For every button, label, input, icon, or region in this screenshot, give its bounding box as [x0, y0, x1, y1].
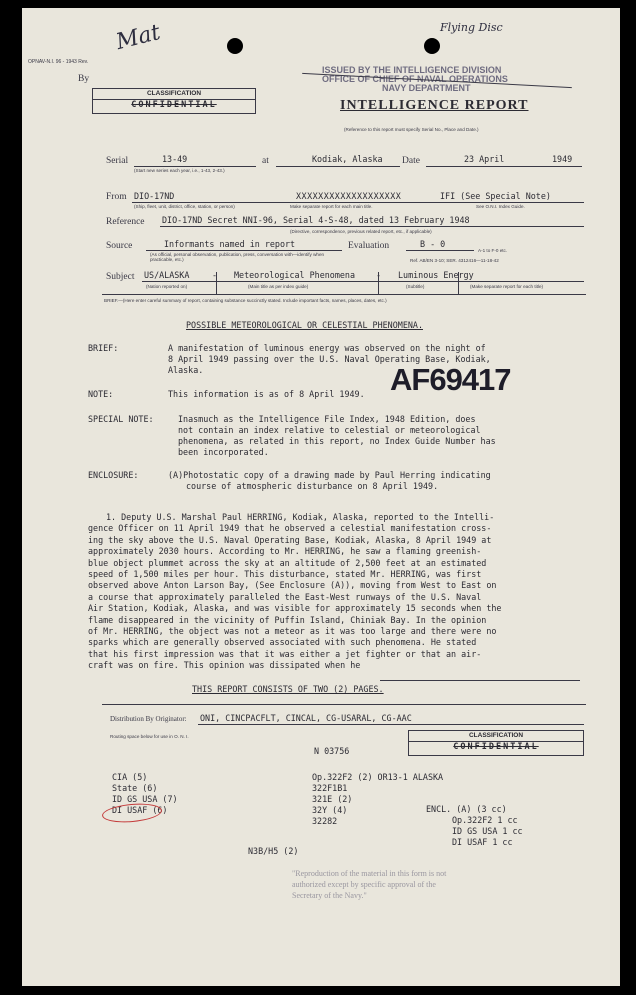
nation-note: (Nation reported on): [146, 284, 188, 289]
classification-box-bottom: CLASSIFICATION CONFIDENTIAL: [408, 730, 584, 756]
special-note-text: Inasmuch as the Intelligence File Index, 1948 Edition, does not contain an index relative to celestial or meteorological phenomena, as related in this report, no Index Guide Number has been incorporated.: [178, 414, 496, 457]
punch-hole: [424, 38, 440, 54]
classification-box-top: [92, 88, 256, 114]
distribution-label: Distribution By Originator:: [110, 715, 187, 723]
brief-text: A manifestation of luminous energy was observed on the night of 8 April 1949 passing over the U.S. Naval Operating Base, Kodiak, Alaska.: [168, 343, 491, 375]
subject-main: Meteorological Phenomena: [234, 270, 356, 280]
distribution-list-mid: Op.322F2 (2) OR13-1 ALASKA 322F1B1 321E (2) 32Y (4) 32282: [312, 772, 444, 826]
from-struck: XXXXXXXXXXXXXXXXXXX: [296, 191, 402, 201]
reference-value: DIO-17ND Secret NNI-96, Serial 4-S-48, dated 13 February 1948: [162, 215, 470, 225]
subtitle-note: (Subtitle): [406, 284, 425, 289]
index-value: IFI (See Special Note): [440, 191, 551, 201]
enclosure-header: ENCL. (A) (3 cc): [426, 804, 507, 814]
serial-value: 13-49: [162, 154, 188, 164]
routing-note: Routing space below for use in O. N. I.: [110, 734, 189, 739]
source-note: (As official, personal observation, publication, press, conversation with—identify when practicable, etc.): [150, 252, 325, 262]
distribution-value: ONI, CINCPACFLT, CINCAL, CG-USARAL, CG-AAC: [200, 713, 412, 723]
reference-label: Reference: [106, 217, 145, 227]
footer-code: N3B/H5 (2): [248, 846, 299, 856]
year-value: 1949: [552, 154, 573, 164]
distribution-list-left: CIA (5) State (6) ID GS USA (7) DI USAF (6): [112, 772, 178, 815]
punch-hole: [227, 38, 243, 54]
serial-note: (Start new series each year, i.e., 1-43, 2-43.): [134, 168, 225, 173]
reference-note: (Reference to this report must specify Serial No., Place and Date.): [344, 127, 479, 132]
source-value: Informants named in report: [164, 239, 296, 249]
note-text: This information is as of 8 April 1949.: [168, 389, 365, 399]
from-value: DIO-17ND: [134, 191, 175, 201]
report-title: INTELLIGENCE REPORT: [340, 98, 529, 113]
handwritten-annotation: Mat: [113, 19, 163, 56]
file-stamp-number: AF69417: [390, 362, 511, 397]
place-value: Kodiak, Alaska: [312, 154, 383, 164]
special-note-label: SPECIAL NOTE:: [88, 414, 154, 424]
brief-instruction: BRIEF.—(Here enter careful summary of report, containing substance succinctly stated. Include important facts, names, places, dates, etc.): [104, 298, 387, 303]
reference-note-field: (Directive, correspondence, previous related report, etc., if applicable): [290, 229, 432, 234]
subject-label: Subject: [106, 272, 135, 282]
enclosure-list: Op.322F2 1 cc ID GS USA 1 cc DI USAF 1 cc: [452, 815, 523, 847]
issued-by-stamp: ISSUED BY THE INTELLIGENCE DIVISION OFFICE OF CHIEF OF NAVAL OPERATIONS NAVY DEPARTMENT: [322, 65, 508, 93]
report-heading: POSSIBLE METEOROLOGICAL OR CELESTIAL PHENOMENA.: [186, 320, 423, 330]
ref-code: Ref. AB/EN 3-10; SER. 4312416—11-18-42: [410, 258, 499, 263]
by-label: By: [78, 74, 90, 84]
subject-nation: US/ALASKA: [144, 270, 190, 280]
report-page: OPNAV-N.I. 96 - 1943 Rev. Mat Flying Disc By CLASSIFICATION CONFIDENTIAL ISSUED BY THE INTELLIGENCE DIVISION OFFICE OF CHIEF OF NAVAL OPERATIONS NAVY DEPARTMENT INTELLIGENCE REPORT (Reference to this report must specify Serial No., Place and Date.) Serial 13-49 (Start new series each year, i.e., 1-43, 2-43.) at Kodiak, Alaska Date 23 April 1949 From DIO-17ND XXXXXXXXXXXXXXXXXXX IFI (See Special Note) (Ship, fleet, unit, district, office, station, or person) Make separate report for each main title. See O.N.I. Index Guide. Reference DIO-17ND Secret NNI-96, Serial 4-S-48, dated 13 February 1948 (Directive, correspondence, previous related report, etc., if applicable) Source Informants named in report (As official, personal observation, publication, press, conversation with—identify when practicable, etc.) Evaluation B - 0 A-1 to F-0 etc. Ref. AB/EN 3-10; SER. 4312416—11-18-42 Subject US/ALASKA - Meteorological Phenomena - Luminous Energy (Nation reported on) (Main title as per index guide) (Subtitle) (Make separate report for each title) BRIEF.—(Here enter careful summary of report, containing substance succinctly stated. Include important facts, names, places, dates, etc.) POSSIBLE METEOROLOGICAL OR CELESTIAL PHENOMENA. BRIEF: A manifestation of luminous energy was observed on the night of 8 April 1949 passing over the U.S. Naval Operating Base, Kodiak, Alaska. NOTE: This information is as of 8 April 1949. AF69417 SPECIAL NOTE: Inasmuch as the Intelligence File Index, 1948 Edition, does not contain an index relative to celestial or meteorological phenomena, as related in this report, no Index Guide Number has been incorporated. ENCLOSURE: (A)Photostatic copy of a drawing made by Paul Herring indicating course of atmospheric disturbance on 8 April 1949. 1. Deputy U.S. Marshal Paul HERRING, Kodiak, Alaska, reported to the Intelli- gence Officer on 11 April 1949 that he observed a celestial manifestation cross- ing the sky above the U.S. Naval Operating Base, Kodiak, Alaska, 8 April 1949 at approximately 2030 hours. According to Mr. HERRING, he saw a flaming greenish- blue object plummet across the sky at an altitude of 2,500 feet at an estimated speed of 1,500 miles per hour. This disturbance, stated Mr. HERRING, was first observed above Anton Larson Bay, (See Enclosure (A)), moving from West to East on a course that approximately paralleled the East-West runways of the U.S. Naval Air Station, Kodiak, Alaska, and was visible for approximately 15 seconds when the flame disappeared in the vicinity of Puffin Island, Chiniak Bay. In the opinion of Mr. HERRING, the object was not a meteor as it was too large and there were no sparks which are generally observed associated with such phenomena. He stated that his first impression was that it was either a jet fighter or that an air- craft was on fire. This opinion was dissipated when he THIS REPORT CONSISTS OF TWO (2) PAGES. Distribution By Originator: ONI, CINCPACFLT, CINCAL, CG-USARAL, CG-AAC Routing space below for use in O. N. I. CLASSIFICATION CONFIDENTIAL N 03756 CIA (5) State (6) ID GS USA (7) DI USAF (6) Op.322F2 (2) OR13-1 ALASKA 322F1B1 321E (2) 32Y (4) 32282 ENCL. (A) (3 cc) Op.322F2 1 cc ID GS USA 1 cc DI USAF 1 cc N3B/H5 (2) "Reproduction of the material in this form is not authorized except by specific approval of the Secretary of the Navy.": [22, 8, 620, 986]
subject-sub: Luminous Energy: [398, 270, 474, 280]
red-circle-mark: [101, 801, 162, 824]
routing-number: N 03756: [314, 746, 350, 756]
evaluation-value: B - 0: [420, 239, 446, 249]
serial-label: Serial: [106, 156, 129, 166]
reproduction-note: "Reproduction of the material in this form is not authorized except by specific approval of the Secretary of the Navy.": [292, 869, 447, 900]
source-label: Source: [106, 241, 133, 251]
from-label: From: [106, 192, 127, 202]
evaluation-label: Evaluation: [348, 241, 390, 251]
classification-value: CONFIDENTIAL: [131, 100, 217, 110]
at-label: at: [262, 156, 269, 166]
evaluation-note: A-1 to F-0 etc.: [478, 248, 508, 253]
from-note: (Ship, fleet, unit, district, office, station, or person): [134, 204, 235, 209]
enclosure-label: ENCLOSURE:: [88, 470, 139, 480]
form-number: OPNAV-N.I. 96 - 1943 Rev.: [28, 59, 89, 65]
brief-label: BRIEF:: [88, 343, 119, 353]
from-note-3: See O.N.I. Index Guide.: [476, 204, 525, 209]
enclosure-text: (A)Photostatic copy of a drawing made by Paul Herring indicating course of atmospheric disturbance on 8 April 1949.: [168, 470, 491, 491]
subtitle-note-2: (Make separate report for each title): [470, 284, 544, 289]
report-body: 1. Deputy U.S. Marshal Paul HERRING, Kodiak, Alaska, reported to the Intelli- gence Officer on 11 April 1949 that he observed a celestial manifestation cross- ing the sky above the U.S. Naval Operating Base, Kodiak, Alaska, 8 April 1949 at approximately 2030 hours. According to Mr. HERRING, he saw a flaming greenish- blue object plummet across the sky at an altitude of 2,500 feet at an estimated speed of 1,500 miles per hour. This disturbance, stated Mr. HERRING, was first observed above Anton Larson Bay, (See Enclosure (A)), moving from West to East on a course that approximately paralleled the East-West runways of the U.S. Naval Air Station, Kodiak, Alaska, and was visible for approximately 15 seconds when the flame disappeared in the vicinity of Puffin Island, Chiniak Bay. In the opinion of Mr. HERRING, the object was not a meteor as it was too large and there were no sparks which are generally observed associated with such phenomena. He stated that his first impression was that it was either a jet fighter or that an air- craft was on fire. This opinion was dissipated when he: [88, 512, 502, 671]
date-value: 23 April: [464, 154, 505, 164]
classification-title: CLASSIFICATION: [93, 89, 255, 100]
date-label: Date: [402, 156, 420, 166]
pages-count: THIS REPORT CONSISTS OF TWO (2) PAGES.: [192, 684, 384, 694]
main-title-note: (Main title as per index guide): [248, 284, 309, 289]
handwritten-annotation-top: Flying Disc: [440, 21, 503, 34]
note-label: NOTE:: [88, 389, 114, 399]
from-note-2: Make separate report for each main title.: [290, 204, 373, 209]
